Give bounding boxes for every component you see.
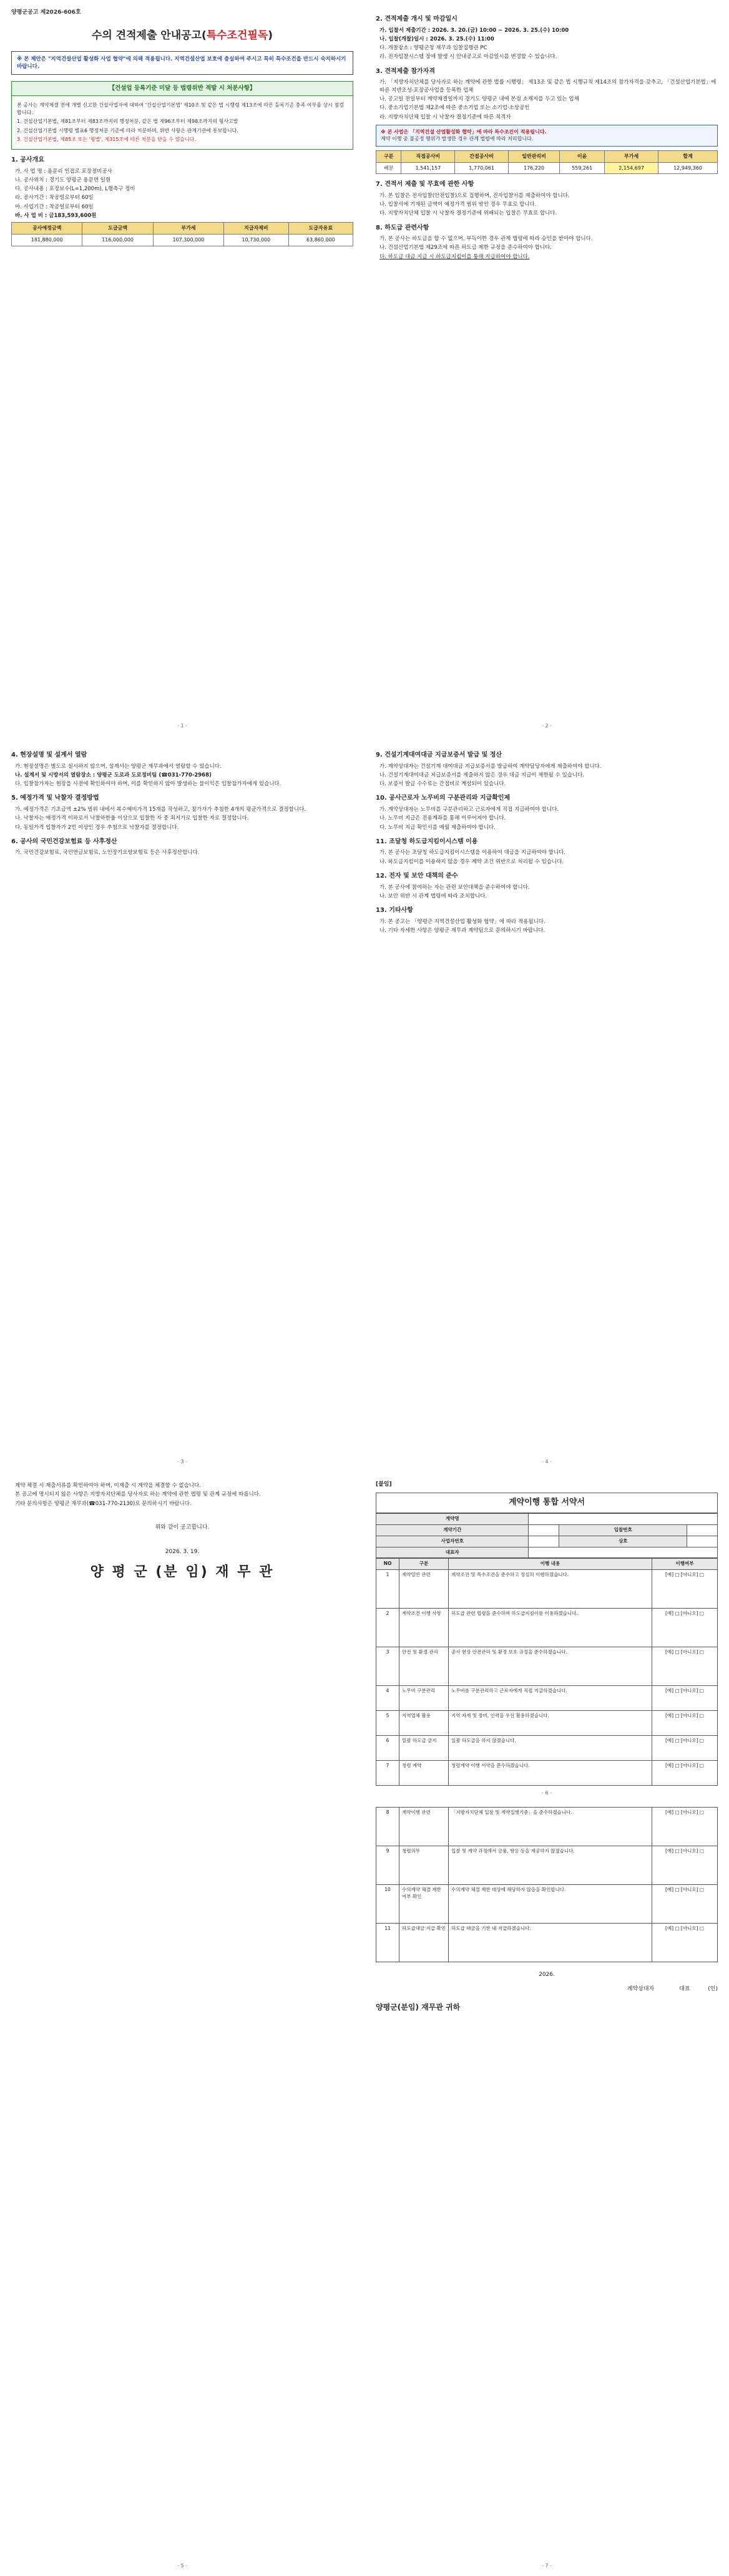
- pledge-desc: 지역 자재 및 장비, 인력을 우선 활용하겠습니다.: [449, 1711, 652, 1736]
- insurance-line: 가. 국민건강보험료, 국민연금보험료, 노인장기요양보험료 등은 사후정산합니다.: [15, 850, 200, 856]
- guarantee-line: 다. 보증서 발급 수수료는 간접비로 계상되어 있습니다.: [379, 781, 506, 788]
- document-number: 양평군공고 제2026-606호: [11, 9, 81, 16]
- pledge-row: [376, 1923, 718, 1962]
- section-title: 5. 예정가격 및 낙찰자 결정방법: [11, 795, 99, 802]
- invalid-line: 나. 입찰서에 기재된 금액이 예정가격 범위 밖인 경우 무효로 합니다.: [379, 201, 537, 208]
- section-title: 6. 공사의 국민건강보험료 등 사후정산: [11, 838, 117, 845]
- closing-line: 계약 체결 시 제출서류를 확인하여야 하며, 미제출 시 계약을 체결할 수 없습니다.: [15, 1483, 201, 1489]
- pledge-no: 6: [376, 1736, 399, 1761]
- pledge-no: 2: [376, 1609, 399, 1647]
- misc-line: 나. 기타 자세한 사항은 양평군 재무과 계약팀으로 문의하시기 바랍니다.: [379, 927, 546, 934]
- pledge-category: 일괄 하도급 금지: [399, 1736, 449, 1761]
- notice-text: ※ 본 제안은 "지역건설산업 활성화 사업 협약"에 의해 적용됩니다. 지역건설산업 보호에 충실하여 주시고 특히 특수조건을 반드시 숙지하시기 바랍니다.: [17, 56, 346, 70]
- amount-value: 63,860,000: [288, 235, 353, 246]
- pledge-check[interactable]: [예] □ [아니오] □: [652, 1647, 718, 1686]
- pledge-desc: 공사 현장 안전관리 및 환경 보호 규정을 준수하겠습니다.: [449, 1647, 652, 1686]
- pledge-row: [376, 1846, 718, 1884]
- amount-value: 116,000,000: [82, 235, 153, 246]
- pledge-check[interactable]: [예] □ [아니오] □: [652, 1884, 718, 1923]
- dist-header: 간접공사비: [455, 151, 509, 163]
- sanction-heading: 【건설업 등록기준 미달 등 법령위반 적발 시 처분사항】: [12, 82, 353, 96]
- schedule-line: 다. 개찰장소 : 양평군청 재무과 입찰집행관 PC: [379, 45, 487, 52]
- closing-line: 기타 문의사항은 양평군 재무과(☎031-770-2130)로 문의하시기 바랍니다.: [15, 1500, 192, 1507]
- amount-value: 181,880,000: [12, 235, 82, 246]
- section-title: 4. 현장설명 및 설계서 열람: [11, 752, 87, 758]
- amount-header: 지급자재비: [224, 223, 288, 235]
- schedule-line: 나. 입찰(개찰)일시 : 2026. 3. 25.(수) 11:00: [379, 36, 494, 42]
- form-label: 상호: [559, 1536, 687, 1547]
- section-title: 10. 공사근로자 노무비의 구분관리와 지급확인제: [376, 795, 511, 802]
- page-number: - 4 -: [542, 1459, 552, 1465]
- pledge-table: [376, 1558, 718, 1786]
- dist-header: 직접공사비: [401, 151, 455, 163]
- pledge-check[interactable]: [예] □ [아니오] □: [652, 1570, 718, 1609]
- sign-year: 2026.: [539, 1971, 555, 1978]
- form-label: 계약기간: [376, 1524, 529, 1536]
- site-line: 다. 입찰참가자는 현장을 사전에 확인하여야 하며, 이를 확인하지 않아 발생하는 불이익은 입찰참가자에게 있습니다.: [15, 781, 281, 788]
- section-title: 11. 조달청 하도급지킴이시스템 이용: [376, 838, 478, 845]
- pledge-category: 지역업체 활용: [399, 1711, 449, 1736]
- special-note-tail: 계약 이행 중 불공정 행위가 발생한 경우 관계 법령에 따라 처리합니다.: [381, 136, 534, 142]
- section-title: 13. 기타사항: [376, 907, 413, 914]
- price-line: 나. 낙찰자는 예정가격 이하로서 낙찰하한율 이상으로 입찰한 자 중 최저가로 입찰한 자로 결정합니다.: [15, 815, 249, 822]
- pledge-no: 10: [376, 1884, 399, 1923]
- pledge-desc: 청렴계약 이행 서약을 준수하겠습니다.: [449, 1761, 652, 1786]
- overview-line: 바. 사 업 비 : 금183,593,600원: [15, 213, 97, 220]
- pledge-no: 8: [376, 1807, 399, 1846]
- page-3: [0, 736, 364, 1472]
- eligibility-line: 라. 지방자치단체 입찰 시 낙찰자 결정기준에 따른 적격자: [379, 114, 511, 120]
- amount-header: 부가세: [153, 223, 223, 235]
- pledge-desc: 계약조건 및 특수조건을 준수하고 성실히 이행하겠습니다.: [449, 1570, 652, 1609]
- schedule-line: 라. 전자입찰시스템 장애 발생 시 안내공고로 마감일시를 변경할 수 있습니다.: [379, 54, 557, 61]
- dist-value: 1,770,061: [455, 162, 509, 174]
- amount-value: 10,730,000: [224, 235, 288, 246]
- site-line: 가. 현장설명은 별도로 실시하지 않으며, 설계서는 양평군 재무과에서 열람할 수 있습니다.: [15, 763, 222, 770]
- form-field-contract[interactable]: [529, 1513, 718, 1524]
- subcontract-line: 가. 본 공사는 하도급을 할 수 없으며, 부득이한 경우 관계 법령에 따라 승인을 받아야 합니다.: [379, 236, 593, 243]
- pledge-row: [376, 1736, 718, 1761]
- form-field-period[interactable]: [529, 1524, 559, 1536]
- form-label: 사업자번호: [376, 1536, 529, 1547]
- pledge-header: 이행 내용: [449, 1559, 652, 1570]
- pledge-category: 청렴 계약: [399, 1761, 449, 1786]
- labor-line: 다. 노무비 지급 확인서를 매월 제출하여야 합니다.: [379, 824, 496, 831]
- pledge-check[interactable]: [예] □ [아니오] □: [652, 1923, 718, 1962]
- closing-note: 위와 같이 공고합니다.: [155, 1524, 210, 1531]
- pledge-desc: 노무비를 구분관리하고 근로자에게 직접 지급하겠습니다.: [449, 1686, 652, 1711]
- sanction-line: 3. 건설산업기본법, 제85조 또는 '형법', 제315조에 따른 처분을 받을 수 있습니다.: [17, 137, 196, 143]
- section-title: 9. 건설기계대여대금 지급보증서 발급 및 정산: [376, 752, 502, 758]
- form-label: 입찰번호: [559, 1524, 687, 1536]
- overview-line: 라. 공사기간 : 착공일로부터 60일: [15, 195, 94, 201]
- form-field-bid-no[interactable]: [687, 1524, 718, 1536]
- pledge-check[interactable]: [예] □ [아니오] □: [652, 1711, 718, 1736]
- section-title: 8. 하도급 관련사항: [376, 224, 429, 231]
- pledge-row: [376, 1686, 718, 1711]
- sanction-line: 1. 건설산업기본법, 제81조부터 제83조까지의 행정처분, 같은 법 제96조부터 제98조까지의 형사고발: [17, 119, 238, 125]
- pledge-category: 하도급대금 지급 확인: [399, 1923, 449, 1962]
- page-number: - 2 -: [542, 723, 552, 729]
- pledge-category: 청렴의무: [399, 1846, 449, 1884]
- page-6: [364, 1472, 729, 2576]
- dist-header: 합계: [658, 151, 717, 163]
- security-line: 가. 본 공사에 참여하는 자는 관련 보안대책을 준수하여야 합니다.: [379, 884, 530, 891]
- section-title: 3. 견적제출 참가자격: [376, 67, 435, 75]
- misc-line: 가. 본 공고는 「양평군 지역건설산업 활성화 협약」에 따라 적용됩니다.: [379, 918, 546, 925]
- issuer-name: 양 평 군 (분 임) 재 무 관: [90, 1564, 275, 1581]
- pledge-category: 노무비 구분관리: [399, 1686, 449, 1711]
- pledge-header: NO: [376, 1559, 399, 1570]
- pledge-category: 수의계약 체결 제한 여부 확인: [399, 1884, 449, 1923]
- pledge-check[interactable]: [예] □ [아니오] □: [652, 1846, 718, 1884]
- section-title: 1. 공사개요: [11, 157, 44, 164]
- form-field-rep[interactable]: [529, 1547, 718, 1558]
- subcontract-line: 나. 건설산업기본법 제29조에 따른 하도급 제한 규정을 준수하여야 합니다.: [379, 245, 552, 251]
- title-close: ): [268, 29, 273, 42]
- form-field-biz-no[interactable]: [529, 1536, 559, 1547]
- authority-name: 양평군(분임) 재무관 귀하: [376, 2002, 461, 2012]
- pledge-row: [376, 1609, 718, 1647]
- page-number: - 6 -: [542, 1790, 552, 1796]
- amount-header: 도급자유료: [288, 223, 353, 235]
- pledge-category: 계약이행 관련: [399, 1807, 449, 1846]
- pledge-no: 5: [376, 1711, 399, 1736]
- special-note-text: ※ 본 사업은 「지역건설 산업활성화 협약」에 따라 특수조건이 적용됩니다.: [381, 128, 547, 135]
- page-5: [0, 1472, 364, 2576]
- sanction-line: 2. 건설산업기본법 시행령 별표6 행정처분 기준에 따라 처분하며, 위반 사항은 관계기관에 통보합니다.: [17, 127, 238, 133]
- pledge-row: [376, 1570, 718, 1609]
- pledge-category: 계약일반 관련: [399, 1570, 449, 1609]
- pledge-desc: 입찰 및 계약 과정에서 금품, 향응 등을 제공하지 않겠습니다.: [449, 1846, 652, 1884]
- announce-date: 2026. 3. 19.: [165, 1548, 200, 1555]
- sanction-box: [11, 81, 353, 150]
- amount-header: 공사예정금액: [12, 223, 82, 235]
- site-line: 나. 설계서 및 시방서의 열람장소 : 양평군 도로과 도로정비팀 (☎031-770-2968): [15, 772, 212, 778]
- pledge-row: [376, 1807, 718, 1846]
- pledge-check[interactable]: [예] □ [아니오] □: [652, 1609, 718, 1647]
- overview-line: 나. 공사위치 : 경기도 양평군 용문면 일원: [15, 177, 111, 183]
- pledge-no: 4: [376, 1686, 399, 1711]
- amount-header: 도급금액: [82, 223, 153, 235]
- pledge-no: 3: [376, 1647, 399, 1686]
- dist-header: 이윤: [560, 151, 605, 163]
- pledge-category: 안전 및 환경 관리: [399, 1647, 449, 1686]
- dist-header: 일반관리비: [509, 151, 560, 163]
- form-label: 계약명: [376, 1513, 529, 1524]
- form-label: 대표자: [376, 1547, 529, 1558]
- dist-header: 부가세: [605, 151, 658, 163]
- system-line: 가. 본 공사는 조달청 하도급지킴이시스템을 이용하여 대금을 지급하여야 합니다.: [379, 850, 565, 856]
- pledge-desc: 하도급 대금을 기한 내 지급하겠습니다.: [449, 1923, 652, 1962]
- pledge-no: 7: [376, 1761, 399, 1786]
- overview-line: 마. 사업기간 : 착공일로부터 60일: [15, 203, 94, 210]
- labor-line: 나. 노무비 지급은 전용계좌를 통해 이루어져야 합니다.: [379, 815, 506, 822]
- pledge-no: 9: [376, 1846, 399, 1884]
- pledge-row: [376, 1761, 718, 1786]
- price-line: 가. 예정가격은 기초금액 ±2% 범위 내에서 복수예비가격 15개를 작성하고, 참가자가 추첨한 4개의 평균가격으로 결정합니다.: [15, 806, 306, 813]
- section-title: 12. 전자 및 보안 대책의 준수: [376, 873, 458, 879]
- invalid-line: 다. 지방자치단체 입찰 시 낙찰자 결정기준에 위배되는 입찰은 무효로 합니다.: [379, 210, 557, 217]
- form-field-company[interactable]: [687, 1536, 718, 1547]
- dist-header: 구분: [376, 151, 401, 163]
- pledge-header: 이행여부: [652, 1559, 718, 1570]
- guarantee-line: 나. 건설기계대여대금 지급보증서를 제출하지 않은 경우 대금 지급이 제한될 수 있습니다.: [379, 772, 585, 778]
- page-1: [0, 0, 364, 736]
- pledge-row: [376, 1711, 718, 1736]
- pledge-row: [376, 1647, 718, 1686]
- eligibility-line: 가. 「지방자치단체를 당사자로 하는 계약에 관한 법률 시행령」 제13조 및 같은 법 시행규칙 제14조의 참가자격을 갖추고, 「건설산업기본법」에 따른 지반조성·포장공사업을 등록한 업체: [379, 79, 717, 94]
- title-text: 수의 견적제출 안내공고(: [91, 29, 207, 42]
- page-number: - 7 -: [542, 2563, 552, 2569]
- pledge-check[interactable]: [예] □ [아니오] □: [652, 1686, 718, 1711]
- sign-row: [376, 1985, 718, 1993]
- pledge-no: 11: [376, 1923, 399, 1962]
- dist-value: 1,541,157: [401, 162, 455, 174]
- page-number: - 5 -: [177, 2563, 187, 2569]
- title-highlight: 특수조건필독: [206, 29, 268, 42]
- overview-line: 가. 사 업 명 : 용문리 인접로 포장정비공사: [15, 168, 112, 175]
- sign-rep: 대표: [679, 1985, 690, 1992]
- sign-label: 계약상대자: [627, 1985, 655, 1992]
- pledge-no: 1: [376, 1570, 399, 1609]
- pledge-desc: 하도급 관련 법령을 준수하며 하도급지킴이를 이용하겠습니다.: [449, 1609, 652, 1647]
- dist-value: 배분: [376, 162, 401, 174]
- page-2: [364, 0, 729, 736]
- pledge-check[interactable]: [예] □ [아니오] □: [652, 1761, 718, 1786]
- page-number: - 1 -: [177, 723, 187, 729]
- form-header-table: [376, 1513, 718, 1559]
- section-title: 2. 견적제출 개시 및 마감일시: [376, 16, 457, 22]
- page-number: - 3 -: [177, 1459, 187, 1465]
- sanction-line: 본 공사는 계약체결 전에 개별 신고한 건설사업자에 대하여 '건설산업기본법' 제10조 및 같은 법 시행령 제13조에 따른 등록기준 충족 여부를 상시 점검합니다.: [17, 102, 344, 115]
- labor-line: 가. 계약상대자는 노무비를 구분관리하고 근로자에게 직접 지급하여야 합니다.: [379, 806, 559, 813]
- security-line: 나. 보안 위반 시 관계 법령에 따라 조치합니다.: [379, 893, 487, 899]
- subcontract-line: 다. 하도급 대금 지급 시 하도급지킴이를 통해 지급하여야 합니다.: [379, 253, 530, 260]
- section-title: 7. 견적서 제출 및 무효에 관한 사항: [376, 181, 474, 188]
- attachment-label: [붙임]: [376, 1481, 392, 1488]
- sign-seal[interactable]: (인): [708, 1985, 718, 1992]
- pledge-check[interactable]: [예] □ [아니오] □: [652, 1736, 718, 1761]
- pledge-desc: 일괄 하도급을 하지 않겠습니다.: [449, 1736, 652, 1761]
- eligibility-line: 다. 중소기업기본법 제2조에 따른 중소기업 또는 소기업·소상공인: [379, 105, 530, 112]
- closing-line: 본 공고에 명시되지 않은 사항은 지방자치단체를 당사자로 하는 계약에 관한 법령 및 관계 규정에 따릅니다.: [15, 1491, 261, 1498]
- amount-value: 107,300,000: [153, 235, 223, 246]
- pledge-desc: 수의계약 체결 제한 대상에 해당하지 않음을 확인합니다.: [449, 1884, 652, 1923]
- amount-table: [11, 222, 353, 246]
- form-title: 계약이행 통합 서약서: [376, 1493, 718, 1513]
- distribution-table: [376, 150, 718, 174]
- pledge-header: 구분: [399, 1559, 449, 1570]
- main-title: [11, 28, 353, 44]
- invalid-line: 가. 본 입찰은 전자입찰(안전입찰)으로 집행하며, 전자입찰서를 제출하여야 합니다.: [379, 192, 570, 199]
- dist-value: 2,154,697: [605, 162, 658, 174]
- system-line: 나. 하도급지킴이를 이용하지 않을 경우 계약 조건 위반으로 처리될 수 있습니다.: [379, 858, 564, 865]
- notice-box: [11, 51, 353, 75]
- special-note: [376, 125, 718, 147]
- dist-value: 12,949,360: [658, 162, 717, 174]
- eligibility-line: 나. 공고일 전일부터 계약체결일까지 경기도 양평군 내에 본점 소재지를 두고 있는 업체: [379, 95, 579, 102]
- dist-value: 176,220: [509, 162, 560, 174]
- pledge-row: [376, 1884, 718, 1923]
- schedule-line: 가. 입찰서 제출기간 : 2026. 3. 20.(금) 10:00 ~ 2026. 3. 25.(수) 10:00: [379, 27, 569, 34]
- page-4: [364, 736, 729, 1472]
- pledge-table-cont: [376, 1807, 718, 1962]
- price-line: 다. 동일가격 입찰자가 2인 이상인 경우 추첨으로 낙찰자를 결정합니다.: [15, 824, 179, 831]
- pledge-category: 계약조건 이행 사항: [399, 1609, 449, 1647]
- dist-value: 559,261: [560, 162, 605, 174]
- guarantee-line: 가. 계약상대자는 건설기계 대여대금 지급보증서를 발급하여 계약담당자에게 제출하여야 합니다.: [379, 763, 602, 770]
- pledge-check[interactable]: [예] □ [아니오] □: [652, 1807, 718, 1846]
- overview-line: 다. 공사내용 : 포장보수(L=1,200m), L형측구 정비: [15, 186, 135, 193]
- pledge-desc: 「지방자치단체 입찰 및 계약집행기준」을 준수하겠습니다.: [449, 1807, 652, 1846]
